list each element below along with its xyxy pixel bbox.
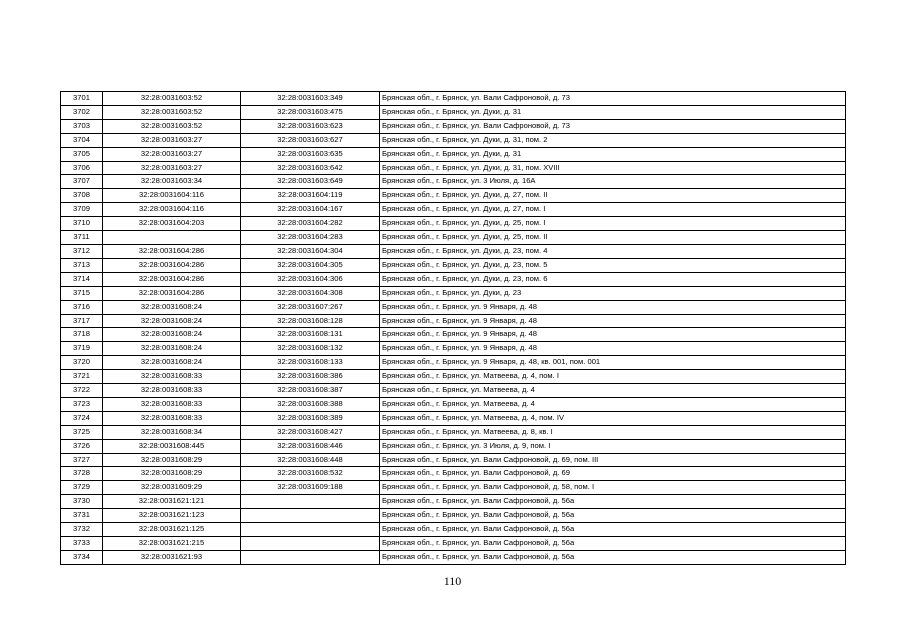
row-number-cell: 3730 [61,495,103,509]
land-cadastral-number-cell: 32:28:0031608:33 [103,384,241,398]
object-cadastral-number-cell: 32:28:0031603:623 [241,119,380,133]
land-cadastral-number-cell: 32:28:0031621:123 [103,509,241,523]
row-number-cell: 3734 [61,550,103,564]
table-row [61,314,846,328]
row-number-cell: 3717 [61,314,103,328]
address-cell: Брянская обл., г. Брянск, ул. Матвеева, д. 4 [380,384,846,398]
object-cadastral-number-cell: 32:28:0031609:188 [241,481,380,495]
row-number-cell: 3715 [61,286,103,300]
registry-table [60,91,846,565]
land-cadastral-number-cell: 32:28:0031603:27 [103,133,241,147]
land-cadastral-number-cell: 32:28:0031604:116 [103,189,241,203]
object-cadastral-number-cell: 32:28:0031608:532 [241,467,380,481]
object-cadastral-number-cell: 32:28:0031604:119 [241,189,380,203]
table-row [61,119,846,133]
row-number-cell: 3720 [61,356,103,370]
table-row [61,439,846,453]
address-cell: Брянская обл., г. Брянск, ул. Вали Сафроновой, д. 56а [380,509,846,523]
row-number-cell: 3707 [61,175,103,189]
table-row [61,105,846,119]
address-cell: Брянская обл., г. Брянск, ул. Дуки, д. 23, пом. 5 [380,258,846,272]
row-number-cell: 3703 [61,119,103,133]
object-cadastral-number-cell [241,550,380,564]
land-cadastral-number-cell: 32:28:0031604:116 [103,203,241,217]
table-row [61,300,846,314]
land-cadastral-number-cell: 32:28:0031608:29 [103,453,241,467]
address-cell: Брянская обл., г. Брянск, ул. Матвеева, д. 4, пом. IV [380,411,846,425]
row-number-cell: 3713 [61,258,103,272]
object-cadastral-number-cell [241,537,380,551]
object-cadastral-number-cell [241,523,380,537]
row-number-cell: 3733 [61,537,103,551]
table-row [61,523,846,537]
land-cadastral-number-cell [103,231,241,245]
object-cadastral-number-cell: 32:28:0031603:627 [241,133,380,147]
table-row [61,147,846,161]
land-cadastral-number-cell: 32:28:0031608:24 [103,300,241,314]
object-cadastral-number-cell [241,495,380,509]
object-cadastral-number-cell: 32:28:0031608:386 [241,370,380,384]
object-cadastral-number-cell: 32:28:0031608:132 [241,342,380,356]
address-cell: Брянская обл., г. Брянск, ул. Вали Сафроновой, д. 73 [380,92,846,106]
land-cadastral-number-cell: 32:28:0031621:125 [103,523,241,537]
page-number: 110 [443,574,462,588]
row-number-cell: 3710 [61,217,103,231]
land-cadastral-number-cell: 32:28:0031608:33 [103,397,241,411]
row-number-cell: 3705 [61,147,103,161]
row-number-cell: 3722 [61,384,103,398]
object-cadastral-number-cell: 32:28:0031607:267 [241,300,380,314]
address-cell: Брянская обл., г. Брянск, ул. Дуки, д. 31 [380,105,846,119]
row-number-cell: 3706 [61,161,103,175]
address-cell: Брянская обл., г. Брянск, ул. 9 Января, д. 48 [380,342,846,356]
land-cadastral-number-cell: 32:28:0031603:27 [103,161,241,175]
address-cell: Брянская обл., г. Брянск, ул. 9 Января, д. 48 [380,314,846,328]
address-cell: Брянская обл., г. Брянск, ул. Дуки, д. 27, пом. II [380,189,846,203]
address-cell: Брянская обл., г. Брянск, ул. Матвеева, д. 4, пом. I [380,370,846,384]
row-number-cell: 3721 [61,370,103,384]
address-cell: Брянская обл., г. Брянск, ул. Вали Сафроновой, д. 73 [380,119,846,133]
row-number-cell: 3712 [61,244,103,258]
row-number-cell: 3714 [61,272,103,286]
table-row [61,342,846,356]
row-number-cell: 3727 [61,453,103,467]
table-row [61,356,846,370]
address-cell: Брянская обл., г. Брянск, ул. Вали Сафроновой, д. 69 [380,467,846,481]
row-number-cell: 3718 [61,328,103,342]
object-cadastral-number-cell: 32:28:0031604:167 [241,203,380,217]
address-cell: Брянская обл., г. Брянск, ул. Дуки, д. 31, пом. 2 [380,133,846,147]
row-number-cell: 3724 [61,411,103,425]
address-cell: Брянская обл., г. Брянск, ул. Дуки, д. 23 [380,286,846,300]
table-row [61,328,846,342]
land-cadastral-number-cell: 32:28:0031608:34 [103,425,241,439]
object-cadastral-number-cell: 32:28:0031604:283 [241,231,380,245]
table-row [61,244,846,258]
land-cadastral-number-cell: 32:28:0031603:34 [103,175,241,189]
address-cell: Брянская обл., г. Брянск, ул. 9 Января, д. 48 [380,300,846,314]
address-cell: Брянская обл., г. Брянск, ул. Дуки, д. 25, пом. I [380,217,846,231]
table-row [61,231,846,245]
row-number-cell: 3708 [61,189,103,203]
row-number-cell: 3711 [61,231,103,245]
object-cadastral-number-cell: 32:28:0031608:131 [241,328,380,342]
land-cadastral-number-cell: 32:28:0031608:24 [103,356,241,370]
table-row [61,272,846,286]
address-cell: Брянская обл., г. Брянск, ул. Дуки, д. 27, пом. I [380,203,846,217]
table-row [61,550,846,564]
row-number-cell: 3723 [61,397,103,411]
registry-table-body [61,92,846,565]
table-row [61,203,846,217]
object-cadastral-number-cell: 32:28:0031608:448 [241,453,380,467]
address-cell: Брянская обл., г. Брянск, ул. 3 Июля, д. 9, пом. I [380,439,846,453]
object-cadastral-number-cell: 32:28:0031608:387 [241,384,380,398]
land-cadastral-number-cell: 32:28:0031604:203 [103,217,241,231]
object-cadastral-number-cell: 32:28:0031604:305 [241,258,380,272]
address-cell: Брянская обл., г. Брянск, ул. Матвеева, д. 4 [380,397,846,411]
land-cadastral-number-cell: 32:28:0031604:286 [103,272,241,286]
land-cadastral-number-cell: 32:28:0031604:286 [103,258,241,272]
land-cadastral-number-cell: 32:28:0031608:24 [103,328,241,342]
address-cell: Брянская обл., г. Брянск, ул. Дуки, д. 23, пом. 4 [380,244,846,258]
address-cell: Брянская обл., г. Брянск, ул. 9 Января, д. 48 [380,328,846,342]
row-number-cell: 3702 [61,105,103,119]
address-cell: Брянская обл., г. Брянск, ул. 9 Января, д. 48, кв. 001, пом. 001 [380,356,846,370]
object-cadastral-number-cell: 32:28:0031608:388 [241,397,380,411]
object-cadastral-number-cell: 32:28:0031608:389 [241,411,380,425]
object-cadastral-number-cell: 32:28:0031603:475 [241,105,380,119]
table-row [61,467,846,481]
table-row [61,286,846,300]
row-number-cell: 3719 [61,342,103,356]
row-number-cell: 3716 [61,300,103,314]
table-row [61,92,846,106]
address-cell: Брянская обл., г. Брянск, ул. Вали Сафроновой, д. 56а [380,495,846,509]
object-cadastral-number-cell: 32:28:0031608:446 [241,439,380,453]
land-cadastral-number-cell: 32:28:0031608:33 [103,411,241,425]
land-cadastral-number-cell: 32:28:0031608:445 [103,439,241,453]
object-cadastral-number-cell: 32:28:0031603:642 [241,161,380,175]
address-cell: Брянская обл., г. Брянск, ул. Вали Сафроновой, д. 58, пом. I [380,481,846,495]
object-cadastral-number-cell: 32:28:0031608:427 [241,425,380,439]
table-row [61,537,846,551]
land-cadastral-number-cell: 32:28:0031604:286 [103,286,241,300]
table-row [61,411,846,425]
row-number-cell: 3704 [61,133,103,147]
table-row [61,370,846,384]
land-cadastral-number-cell: 32:28:0031608:24 [103,342,241,356]
row-number-cell: 3731 [61,509,103,523]
object-cadastral-number-cell [241,509,380,523]
row-number-cell: 3701 [61,92,103,106]
address-cell: Брянская обл., г. Брянск, ул. 3 Июля, д. 16А [380,175,846,189]
table-row [61,425,846,439]
object-cadastral-number-cell: 32:28:0031603:349 [241,92,380,106]
address-cell: Брянская обл., г. Брянск, ул. Вали Сафроновой, д. 69, пом. III [380,453,846,467]
address-cell: Брянская обл., г. Брянск, ул. Дуки, д. 31 [380,147,846,161]
land-cadastral-number-cell: 32:28:0031621:215 [103,537,241,551]
row-number-cell: 3709 [61,203,103,217]
table-row [61,258,846,272]
address-cell: Брянская обл., г. Брянск, ул. Вали Сафроновой, д. 56а [380,550,846,564]
table-row [61,161,846,175]
land-cadastral-number-cell: 32:28:0031603:27 [103,147,241,161]
address-cell: Брянская обл., г. Брянск, ул. Дуки, д. 25, пом. II [380,231,846,245]
table-row [61,217,846,231]
table-row [61,481,846,495]
land-cadastral-number-cell: 32:28:0031608:29 [103,467,241,481]
row-number-cell: 3725 [61,425,103,439]
row-number-cell: 3728 [61,467,103,481]
object-cadastral-number-cell: 32:28:0031604:304 [241,244,380,258]
land-cadastral-number-cell: 32:28:0031603:52 [103,119,241,133]
address-cell: Брянская обл., г. Брянск, ул. Матвеева, д. 8, кв. I [380,425,846,439]
table-row [61,384,846,398]
table-row [61,453,846,467]
object-cadastral-number-cell: 32:28:0031608:128 [241,314,380,328]
row-number-cell: 3732 [61,523,103,537]
land-cadastral-number-cell: 32:28:0031603:52 [103,92,241,106]
table-row [61,175,846,189]
land-cadastral-number-cell: 32:28:0031603:52 [103,105,241,119]
address-cell: Брянская обл., г. Брянск, ул. Дуки, д. 23, пом. 6 [380,272,846,286]
table-row [61,189,846,203]
land-cadastral-number-cell: 32:28:0031608:33 [103,370,241,384]
table-row [61,133,846,147]
table-row [61,495,846,509]
object-cadastral-number-cell: 32:28:0031603:635 [241,147,380,161]
object-cadastral-number-cell: 32:28:0031604:308 [241,286,380,300]
row-number-cell: 3729 [61,481,103,495]
address-cell: Брянская обл., г. Брянск, ул. Дуки, д. 31, пом. XVIII [380,161,846,175]
table-row [61,509,846,523]
address-cell: Брянская обл., г. Брянск, ул. Вали Сафроновой, д. 56а [380,537,846,551]
object-cadastral-number-cell: 32:28:0031608:133 [241,356,380,370]
address-cell: Брянская обл., г. Брянск, ул. Вали Сафроновой, д. 56а [380,523,846,537]
object-cadastral-number-cell: 32:28:0031604:306 [241,272,380,286]
row-number-cell: 3726 [61,439,103,453]
object-cadastral-number-cell: 32:28:0031604:282 [241,217,380,231]
land-cadastral-number-cell: 32:28:0031609:29 [103,481,241,495]
land-cadastral-number-cell: 32:28:0031621:121 [103,495,241,509]
table-row [61,397,846,411]
land-cadastral-number-cell: 32:28:0031604:286 [103,244,241,258]
land-cadastral-number-cell: 32:28:0031621:93 [103,550,241,564]
object-cadastral-number-cell: 32:28:0031603:649 [241,175,380,189]
land-cadastral-number-cell: 32:28:0031608:24 [103,314,241,328]
